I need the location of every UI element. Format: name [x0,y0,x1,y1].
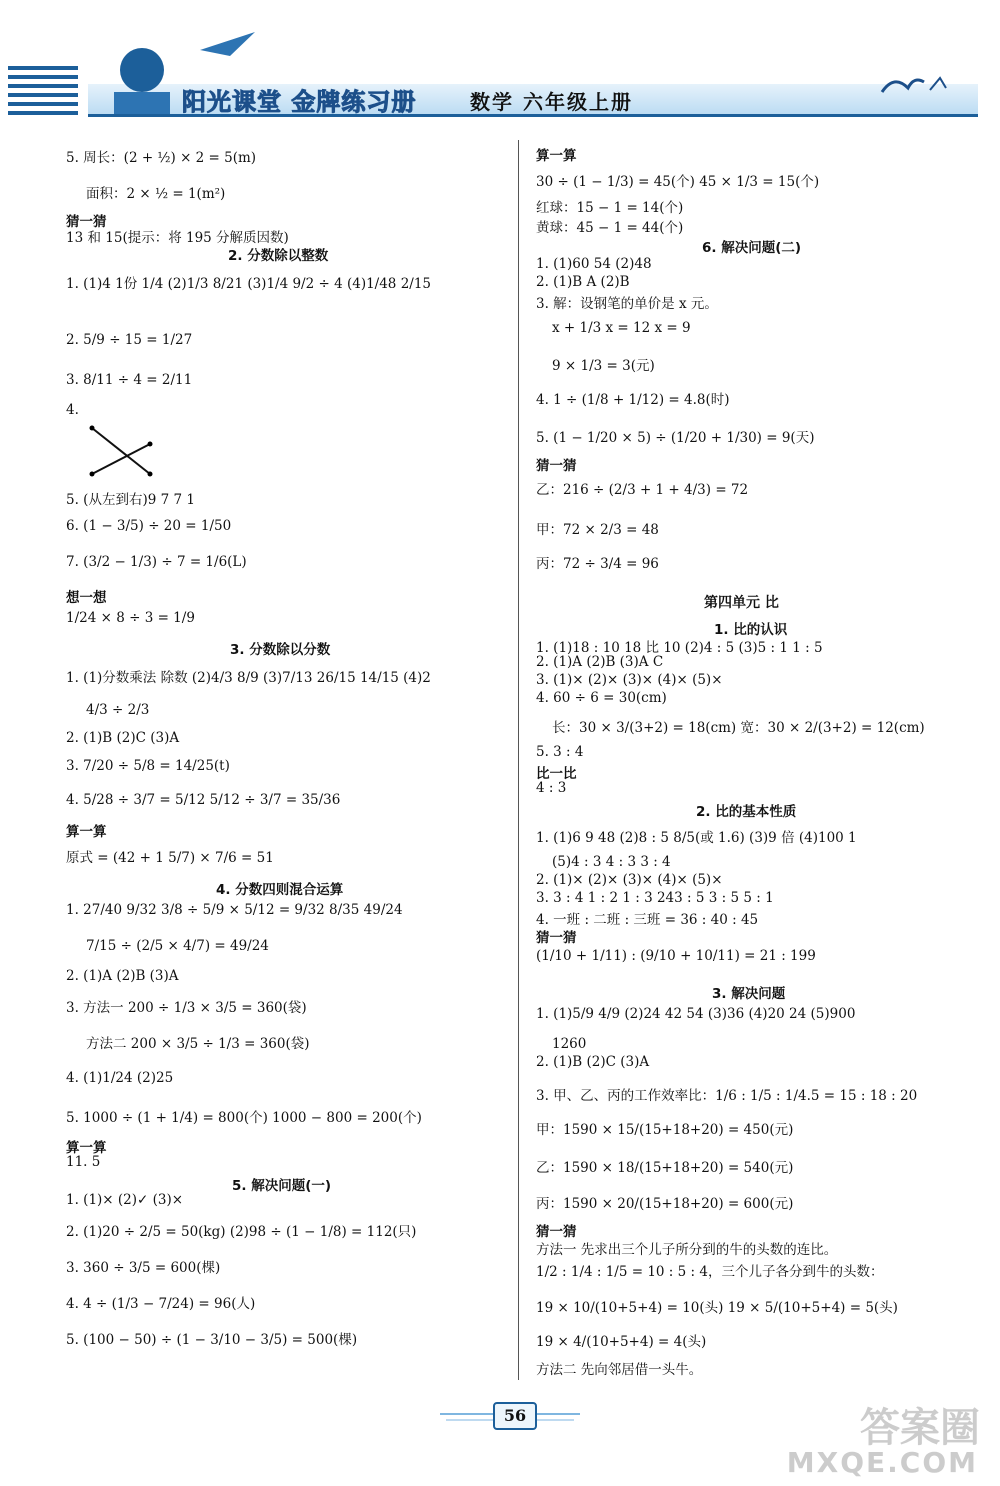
answer-line: 方法二 200 × 3/5 ÷ 1/3 = 360(袋) [86,1036,310,1052]
answer-line: 7/15 ÷ (2/5 × 4/7) = 49/24 [86,938,269,954]
answer-line: 5. (100 − 50) ÷ (1 − 3/10 − 3/5) = 500(棵) [66,1332,358,1348]
section-heading: 6. 解决问题(二) [702,240,802,256]
answer-line: 3. 解：设钢笔的单价是 x 元。 [536,296,718,312]
answer-line: (1/10 + 1/11) : (9/10 + 10/11) = 21 : 199 [536,948,816,964]
answer-line: 2. (1)A (2)B (3)A [66,968,179,984]
section-guess: 猜一猜 [536,458,577,474]
section-calc: 算一算 [536,148,577,164]
answer-line: 3. 甲、乙、丙的工作效率比：1/6 : 1/5 : 1/4.5 = 15 : 18 : 20 [536,1088,918,1104]
answer-line: 甲：72 × 2/3 = 48 [536,522,659,538]
watermark-url: MXQE.COM [786,1446,978,1479]
answer-line: 1. 27/40 9/32 3/8 ÷ 5/9 × 5/12 = 9/32 8/35 49/24 [66,902,403,918]
answer-line: 19 × 10/(10+5+4) = 10(头) 19 × 5/(10+5+4) = 5(头) [536,1300,898,1316]
matching-lines-diagram [88,422,158,482]
answer-line: 4 : 3 [536,780,567,796]
answer-line: 方法一 先求出三个儿子所分到的牛的头数的连比。 [536,1242,838,1258]
section-calc: 算一算 [66,824,107,840]
header-decoration-lines [8,66,78,120]
answer-line: 4. 60 ÷ 6 = 30(cm) [536,690,667,706]
answer-line: 2. (1)A (2)B (3)A C [536,654,664,670]
section-heading: 5. 解决问题(一) [232,1178,332,1194]
answer-line: 2. (1)× (2)× (3)× (4)× (5)× [536,872,723,888]
answer-line: 方法二 先向邻居借一头牛。 [536,1362,703,1378]
section-heading: 2. 比的基本性质 [696,804,797,820]
book-title: 阳光课堂 金牌练习册 [182,88,417,116]
section-heading: 3. 分数除以分数 [230,642,331,658]
answer-line: 5. (1 − 1/20 × 5) ÷ (1/20 + 1/30) = 9(天) [536,430,815,446]
answer-line: 5. (从左到右)9 7 7 1 [66,492,195,508]
column-divider [518,140,519,1380]
answer-line: 长：30 × 3/(3+2) = 18(cm) 宽：30 × 2/(3+2) = 12(cm) [552,720,925,736]
answer-line: 面积：2 × ½ = 1(m²) [86,186,226,202]
answer-line: x + 1/3 x = 12 x = 9 [552,320,691,336]
section-heading: 3. 解决问题 [712,986,786,1002]
answer-line: 红球：15 − 1 = 14(个) [536,200,684,216]
answer-line: 1260 [552,1036,587,1052]
answer-line: 3. 8/11 ÷ 4 = 2/11 [66,372,193,388]
answer-line: 4. 1 ÷ (1/8 + 1/12) = 4.8(时) [536,392,730,408]
section-guess: 猜一猜 [536,1224,577,1240]
subject-grade: 数学 六年级上册 [470,90,633,114]
answer-line: 1/24 × 8 ÷ 3 = 1/9 [66,610,195,626]
answer-line: 丙：72 ÷ 3/4 = 96 [536,556,659,572]
watermark-logo: 答案圈 [860,1405,980,1451]
answer-line: 5. 1000 ÷ (1 + 1/4) = 800(个) 1000 − 800 = 200(个) [66,1110,422,1126]
page-header [0,0,1000,140]
globe-icon [100,36,180,116]
answer-line: 2. 5/9 ÷ 15 = 1/27 [66,332,193,348]
section-heading: 4. 分数四则混合运算 [216,882,344,898]
answer-line: 乙：1590 × 18/(15+18+20) = 540(元) [536,1160,794,1176]
answer-line: 4. 5/28 ÷ 3/7 = 5/12 5/12 ÷ 3/7 = 35/36 [66,792,341,808]
answer-line: 原式 = (42 + 1 5/7) × 7/6 = 51 [66,850,274,866]
answer-line: 3. 方法一 200 ÷ 1/3 × 3/5 = 360(袋) [66,1000,307,1016]
section-guess: 猜一猜 [66,214,107,230]
answer-line: 1. (1)18 : 10 18 比 10 (2)4 : 5 (3)5 : 1 1 : 5 [536,640,823,656]
answer-line: 11. 5 [66,1154,101,1170]
section-guess: 猜一猜 [536,930,577,946]
answer-line: 5. 3 : 4 [536,744,584,760]
answer-line: 4/3 ÷ 2/3 [86,702,150,718]
birds-icon [880,70,960,100]
answer-line: 6. (1 − 3/5) ÷ 20 = 1/50 [66,518,232,534]
answer-line: 4. 4 ÷ (1/3 − 7/24) = 96(人) [66,1296,256,1312]
answer-line: 3. 3 : 4 1 : 2 1 : 3 243 : 5 3 : 5 5 : 1 [536,890,774,906]
answer-line: 9 × 1/3 = 3(元) [552,358,655,374]
answer-line: 19 × 4/(10+5+4) = 4(头) [536,1334,707,1350]
answer-line: 2. (1)B A (2)B [536,274,630,290]
section-heading: 1. 比的认识 [714,622,788,638]
page-number: 56 [493,1402,537,1430]
answer-line: 3. 360 ÷ 3/5 = 600(棵) [66,1260,221,1276]
answer-line: 1. (1)分数乘法 除数 (2)4/3 8/9 (3)7/13 26/15 14/15 (4)2 [66,670,431,686]
answer-line: 丙：1590 × 20/(15+18+20) = 600(元) [536,1196,794,1212]
answer-line: 2. (1)B (2)C (3)A [536,1054,650,1070]
answer-line: 2. (1)B (2)C (3)A [66,730,180,746]
answer-line: 4. 一班 : 二班 : 三班 = 36 : 40 : 45 [536,912,759,928]
answer-line: 黄球：45 − 1 = 44(个) [536,220,684,236]
section-think: 想一想 [66,590,107,606]
answer-line: 7. (3/2 − 1/3) ÷ 7 = 1/6(L) [66,554,247,570]
unit-heading: 第四单元 比 [704,595,779,611]
answer-line: 乙：216 ÷ (2/3 + 1 + 4/3) = 72 [536,482,749,498]
answer-line: 4. (1)1/24 (2)25 [66,1070,174,1086]
answer-line: 3. 7/20 ÷ 5/8 = 14/25(t) [66,758,230,774]
answer-line: 2. (1)20 ÷ 2/5 = 50(kg) (2)98 ÷ (1 − 1/8) = 112(只) [66,1224,417,1240]
answer-line: 1. (1)5/9 4/9 (2)24 42 54 (3)36 (4)20 24 (5)900 [536,1006,856,1022]
answer-line: 5. 周长：(2 + ½) × 2 = 5(m) [66,150,257,166]
answer-line: 3. (1)× (2)× (3)× (4)× (5)× [536,672,723,688]
answer-line: 甲：1590 × 15/(15+18+20) = 450(元) [536,1122,794,1138]
paper-plane-icon [200,30,260,60]
answer-line: 1. (1)6 9 48 (2)8 : 5 8/5(或 1.6) (3)9 倍 (4)100 1 [536,830,857,846]
section-calc: 算一算 [66,1140,107,1156]
answer-line: 30 ÷ (1 − 1/3) = 45(个) 45 × 1/3 = 15(个) [536,174,820,190]
answer-line: 1. (1)60 54 (2)48 [536,256,652,272]
section-compare: 比一比 [536,766,577,782]
answer-line: 1/2 : 1/4 : 1/5 = 10 : 5 : 4，三个儿子各分到牛的头数： [536,1264,884,1280]
answer-line: (5)4 : 3 4 : 3 3 : 4 [552,854,671,870]
section-heading: 2. 分数除以整数 [228,248,329,264]
answer-line: 1. (1)× (2)✓ (3)× [66,1192,184,1208]
answer-line: 1. (1)4 1份 1/4 (2)1/3 8/21 (3)1/4 9/2 ÷ 4 (4)1/48 2/15 [66,276,432,292]
answer-line: 13 和 15(提示：将 195 分解质因数) [66,230,289,246]
answer-line: 4. [66,402,79,418]
